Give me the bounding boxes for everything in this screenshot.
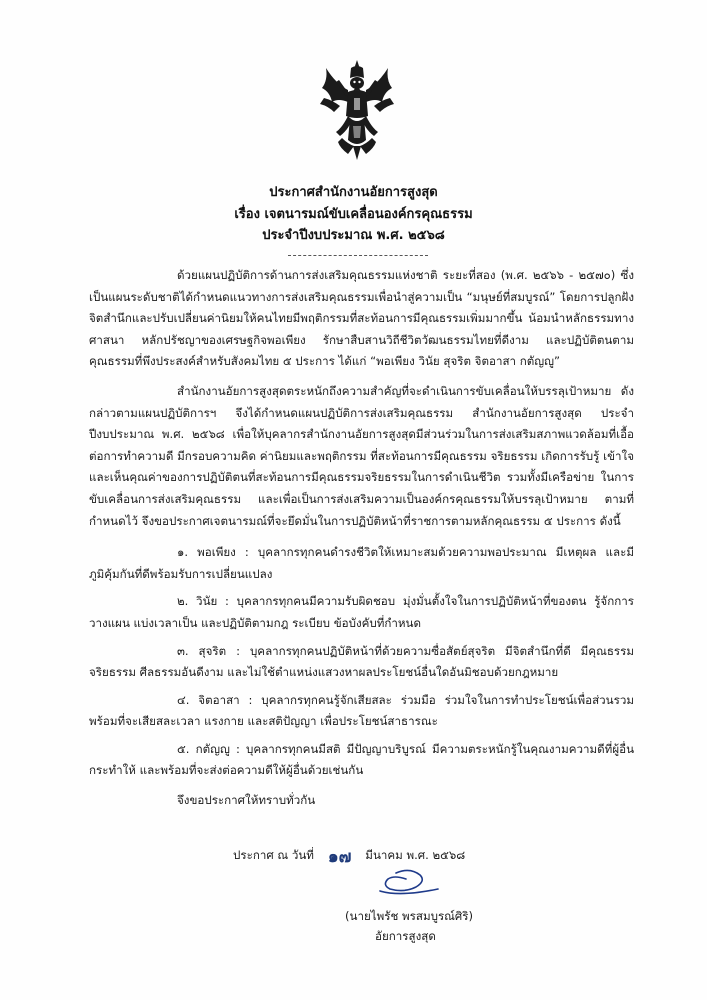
issue-day-handwritten: ๑๗ (327, 847, 352, 867)
signer-title: อัยการสูงสุด (375, 929, 436, 943)
virtue-item-gratitude: ๕. กตัญญู : บุคลากรทุกคนมีสติ มีปัญญาบริบูรณ์ มีความตระหนักรู้ในคุณงามความดีที่ผู้อื่น กระทำให้ และพร้อมที่จะส่งต่อความดีให้ผู้อื่นด้วยเช่นกัน (89, 741, 634, 778)
garuda-emblem-icon (318, 58, 396, 162)
paragraph-2: สำนักงานอัยการสูงสุดตระหนักถึงความสำคัญที่จะดำเนินการขับเคลื่อนให้บรรลุเป้าหมาย ดังกล่าวตามแผนปฏิบัติการฯ จึงได้กำหนดแผนปฏิบัติการส่งเสริมคุณธรรม สำนักงานอัยการสูงสุด ประจำปีงบประมาณ พ.ศ. ๒๕๖๘ เพื่อให้บุคลากรสำนักงานอัยการสูงสุดมีส่วนร่วมในการส่งเสริมสภาพแวดล้อมที่เอื้อต่อการทำความดี มีกรอบความคิด ค่านิยมและพฤติกรรม ที่สะท้อนการมีคุณธรรม จริยธรรม เกิดการรับรู้ เข้าใจ และเห็นคุณค่าของการปฏิบัติตนที่สะท้อนการมีคุณธรรมจริยธรรมในการดำเนินชีวิต รวมทั้งมีเครือข่าย ในการขับเคลื่อนการส่งเสริมคุณธรรม และเพื่อเป็นการส่งเสริมความเป็นองค์กรคุณธรรมให้บรรลุเป้าหมาย ตามที่กำหนดไว้ จึงขอประกาศเจตนารมณ์ที่จะยึดมั่นในการปฏิบัติหน้าที่ราชการตามหลักคุณธรรม ๕ ประการ ดังนี้ (89, 383, 634, 528)
virtue-list (89, 542, 634, 782)
issue-date-prefix: ประกาศ ณ วันที่ (233, 848, 314, 862)
title-line-1: ประกาศสำนักงานอัยการสูงสุด (269, 185, 438, 200)
issue-month-year: มีนาคม พ.ศ. ๒๕๖๘ (365, 848, 466, 862)
title-line-3: ประจำปีงบประมาณ พ.ศ. ๒๕๖๘ (262, 228, 445, 243)
paragraph-1: ด้วยแผนปฏิบัติการด้านการส่งเสริมคุณธรรมแห่งชาติ ระยะที่สอง (พ.ศ. ๒๕๖๖ - ๒๕๗๐) ซึ่งเป็นแผนระดับชาติได้กำหนดแนวทางการส่งเสริมคุณธรรมเพื่อนำสู่ความเป็น “มนุษย์ที่สมบูรณ์” โดยการปลูกฝังจิตสำนึกและปรับเปลี่ยนค่านิยมให้คนไทยมีพฤติกรรมที่สะท้อนการมีคุณธรรมเพิ่มมากขึ้น น้อมนำหลักธรรมทางศาสนา หลักปรัชญาของเศรษฐกิจพอเพียง รักษาสืบสานวิถีชีวิตวัฒนธรรมไทยที่ดีงาม และปฏิบัติตนตามคุณธรรมที่พึงประสงค์สำหรับสังคมไทย ๕ ประการ ได้แก่ “พอเพียง วินัย สุจริต จิตอาสา กตัญญู” (89, 268, 634, 369)
virtue-item-sufficiency: ๑. พอเพียง : บุคลากรทุกคนดำรงชีวิตให้เหมาะสมด้วยความพอประมาณ มีเหตุผล และมีภูมิคุ้มกันที่ดีพร้อมรับการเปลี่ยนแปลง (89, 545, 634, 581)
virtue-item-integrity: ๓. สุจริต : บุคลากรทุกคนปฏิบัติหน้าที่ด้วยความซื่อสัตย์สุจริต มีจิตสำนึกที่ดี มีคุณธรรม จริยธรรม ศีลธรรมอันดีงาม และไม่ใช้ตำแหน่งแสวงหาผลประโยชน์อื่นใดอันมิชอบด้วยกฎหมาย (89, 643, 634, 680)
handwritten-signature-icon (376, 867, 442, 899)
closing-line: จึงขอประกาศให้ทราบทั่วกัน (177, 793, 316, 808)
announcement-body (89, 265, 634, 812)
title-divider (288, 255, 428, 256)
title-line-2: เรื่อง เจตนารมณ์ขับเคลื่อนองค์กรคุณธรรม (234, 206, 473, 222)
virtue-item-discipline: ๒. วินัย : บุคลากรทุกคนมีความรับผิดชอบ มุ่งมั่นตั้งใจในการปฏิบัติหน้าที่ของตน รู้จักการวางแผน แบ่งเวลาเป็น และปฏิบัติตามกฎ ระเบียบ ข้อบังคับที่กำหนด (89, 594, 634, 630)
issue-date-line (233, 843, 465, 870)
signer-name: (นายไพรัช พรสมบูรณ์ศิริ) (345, 909, 474, 923)
virtue-item-volunteer: ๔. จิตอาสา : บุคลากรทุกคนรู้จักเสียสละ ร่วมมือ ร่วมใจในการทำประโยชน์เพื่อส่วนรวม พร้อมที่จะเสียสละเวลา แรงกาย และสติปัญญา เพื่อประโยชน์สาธารณะ (89, 692, 634, 729)
announcement-title (0, 182, 707, 247)
